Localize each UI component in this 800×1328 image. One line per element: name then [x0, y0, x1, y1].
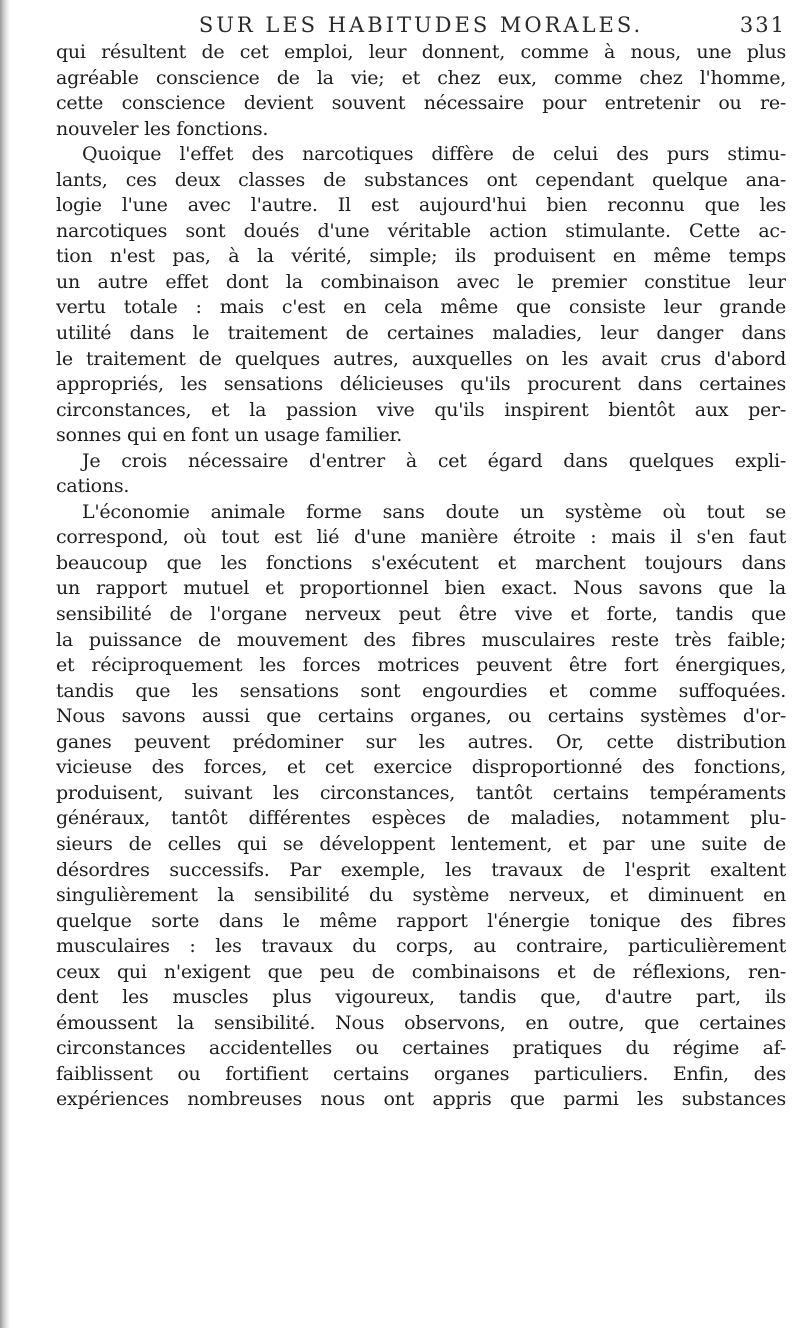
- text-line: circonstances, et la passion vive qu'ils inspirent bientôt aux per-: [56, 398, 786, 421]
- text-line: sieurs de celles qui se développent lentement, et par une suite de: [56, 832, 786, 855]
- text-line: faiblissent ou fortifient certains organes particuliers. Enfin, des: [56, 1062, 786, 1085]
- body-text: [56, 40, 786, 1113]
- text-line: circonstances accidentelles ou certaines pratiques du régime af-: [56, 1037, 786, 1060]
- text-line: L'économie animale forme sans doute un système où tout se: [82, 500, 786, 523]
- text-line: logie l'une avec l'autre. Il est aujourd'hui bien reconnu que les: [56, 194, 786, 217]
- text-line: expériences nombreuses nous ont appris que parmi les substances: [56, 1088, 786, 1111]
- text-line: la puissance de mouvement des fibres musculaires reste très faible;: [56, 628, 786, 651]
- text-line: généraux, tantôt différentes espèces de maladies, notamment plu-: [56, 807, 786, 830]
- text-line: désordres successifs. Par exemple, les travaux de l'esprit exaltent: [56, 858, 786, 881]
- text-line: émoussent la sensibilité. Nous observons, en outre, que certaines: [56, 1011, 786, 1034]
- text-line: beaucoup que les fonctions s'exécutent et marchent toujours dans: [56, 551, 786, 574]
- text-line: correspond, où tout est lié d'une manière étroite : mais il s'en faut: [56, 526, 786, 549]
- text-line: un autre effet dont la combinaison avec le premier constitue leur: [56, 270, 786, 293]
- page-number: 331: [739, 13, 786, 37]
- text-line: tandis que les sensations sont engourdies et comme suffoquées.: [56, 679, 786, 702]
- running-title: SUR LES HABITUDES MORALES.: [198, 13, 644, 37]
- text-line: produisent, suivant les circonstances, tantôt certains tempéraments: [56, 781, 786, 804]
- text-line: agréable conscience de la vie; et chez eux, comme chez l'homme,: [56, 66, 786, 89]
- text-line: appropriés, les sensations délicieuses qu'ils procurent dans certaines: [56, 373, 786, 396]
- text-line: dent les muscles plus vigoureux, tandis que, d'autre part, ils: [56, 986, 786, 1009]
- text-line: narcotiques sont doués d'une véritable action stimulante. Cette ac-: [56, 219, 786, 242]
- text-line: Je crois nécessaire d'entrer à cet égard dans quelques expli-: [82, 449, 786, 472]
- text-line: singulièrement la sensibilité du système nerveux, et diminuent en: [56, 884, 786, 907]
- text-line: sonnes qui en font un usage familier.: [56, 424, 403, 447]
- text-line: qui résultent de cet emploi, leur donnent, comme à nous, une plus: [56, 41, 786, 63]
- text-line: cette conscience devient souvent nécessaire pour entretenir ou re-: [56, 92, 786, 115]
- text-line: le traitement de quelques autres, auxquelles on les avait crus d'abord: [56, 347, 786, 370]
- text-line: musculaires : les travaux du corps, au contraire, particulièrement: [56, 935, 786, 958]
- text-line: Quoique l'effet des narcotiques diffère de celui des purs stimu-: [82, 143, 786, 166]
- text-line: vicieuse des forces, et cet exercice disproportionné des fonctions,: [56, 756, 786, 779]
- page-binding-edge: [0, 0, 10, 1328]
- text-line: utilité dans le traitement de certaines maladies, leur danger dans: [56, 322, 786, 345]
- text-line: un rapport mutuel et proportionnel bien exact. Nous savons que la: [56, 577, 786, 600]
- text-line: sensibilité de l'organe nerveux peut être vive et forte, tandis que: [56, 603, 786, 626]
- text-line: lants, ces deux classes de substances ont cependant quelque ana-: [56, 168, 786, 191]
- text-line: quelque sorte dans le même rapport l'énergie tonique des fibres: [56, 909, 786, 932]
- text-line: ceux qui n'exigent que peu de combinaisons et de réflexions, ren-: [56, 960, 786, 983]
- text-line: ganes peuvent prédominer sur les autres. Or, cette distribution: [56, 730, 786, 753]
- text-line: et réciproquement les forces motrices peuvent être fort énergiques,: [56, 654, 786, 677]
- text-line: Nous savons aussi que certains organes, ou certains systèmes d'or-: [56, 705, 786, 728]
- running-head: [56, 8, 786, 42]
- text-line: vertu totale : mais c'est en cela même que consiste leur grande: [56, 296, 786, 319]
- text-line: tion n'est pas, à la vérité, simple; ils produisent en même temps: [56, 245, 786, 268]
- text-line: nouveler les fonctions.: [56, 117, 269, 140]
- text-line: cations.: [56, 475, 130, 498]
